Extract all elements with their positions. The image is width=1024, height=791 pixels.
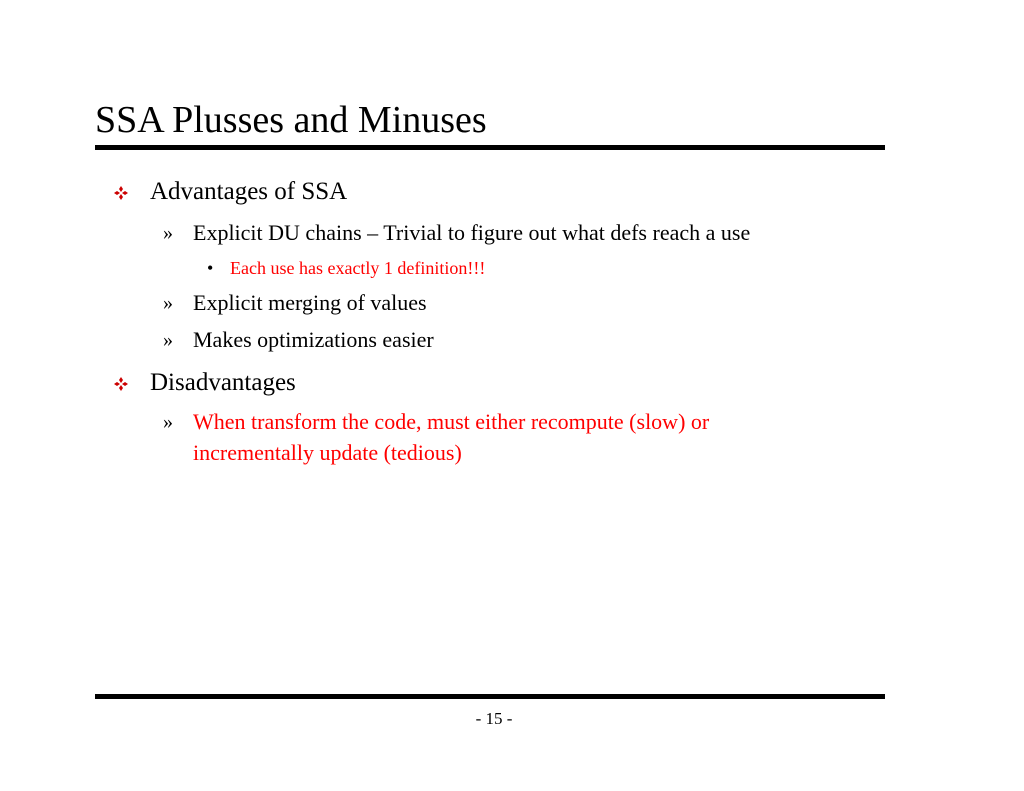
sub-bullet-du-chains: Explicit DU chains – Trivial to figure out what defs reach a use bbox=[193, 220, 751, 245]
sub-bullet-merging: Explicit merging of values bbox=[193, 290, 427, 315]
slide-title: SSA Plusses and Minuses bbox=[95, 99, 487, 141]
page-number: - 15 - bbox=[475, 709, 513, 728]
chevron-bullet-icon: » bbox=[163, 292, 173, 314]
chevron-bullet-icon: » bbox=[163, 329, 173, 351]
bullet-advantages: Advantages of SSA bbox=[150, 178, 348, 205]
sub-sub-bullet-one-definition: Each use has exactly 1 definition!!! bbox=[230, 258, 486, 278]
sub-bullet-optimizations: Makes optimizations easier bbox=[193, 327, 434, 352]
diamond-bullet-icon bbox=[113, 376, 129, 392]
title-divider bbox=[95, 145, 885, 150]
chevron-bullet-icon: » bbox=[163, 411, 173, 433]
bullet-disadvantages: Disadvantages bbox=[150, 369, 296, 396]
sub-bullet-transform-line2: incrementally update (tedious) bbox=[193, 440, 462, 465]
footer-divider bbox=[95, 694, 885, 699]
sub-bullet-transform-line1: When transform the code, must either recompute (slow) or bbox=[193, 409, 710, 434]
chevron-bullet-icon: » bbox=[163, 222, 173, 244]
dot-bullet-icon: • bbox=[207, 258, 214, 278]
diamond-bullet-icon bbox=[113, 185, 129, 201]
